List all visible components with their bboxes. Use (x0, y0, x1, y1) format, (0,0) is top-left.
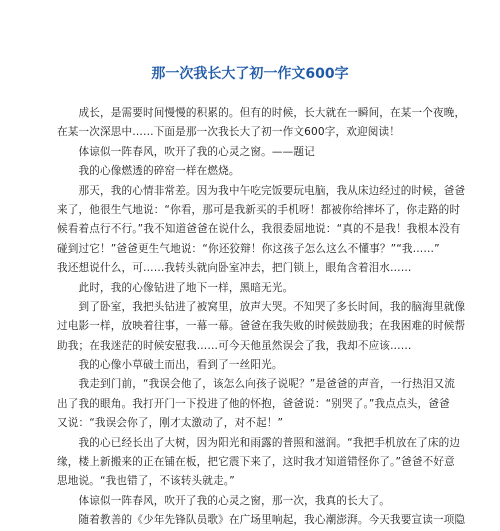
body-line: 缘，楼上新搬来的正在铺在板，把它震下来了，这时我才知道错怪你了。”爸爸不好意 (57, 456, 455, 469)
body-line: 到了卧室，我把头钻进了被窝里，放声大哭。不知哭了多长时间，我的脑海里就像 (57, 300, 466, 313)
body-line: 随着教善的《少年先锋队员歌》在广场里响起，我心潮澎湃。今天我要宣读一项隐 (57, 514, 466, 527)
article-body (57, 104, 466, 531)
body-line: 候看着点行不行。”我不知道爸爸在说什么，我很委屈地说：“真的不是我！我根本没有 (57, 223, 461, 236)
body-line: 过电影一样，放映着往事，一幕一幕。爸爸在我失败的时候鼓励我；在我困难的时候帮 (57, 320, 466, 333)
body-line: 来了，他很生气地说：“你看，那可是我新买的手机呀！都被你给摔坏了，你走路的时 (57, 203, 461, 216)
body-line: 我走到门前，“我误会他了，该怎么向孩子说呢？”是爸爸的声音，一行热泪又流 (57, 378, 456, 391)
body-line: 体谅似一阵春风，吹开了我的心灵之窗，那一次，我真的长大了。 (57, 494, 391, 507)
body-line: 助我；在我迷茫的时候安慰我……可今天他虽然误会了我，我却不应该…… (57, 339, 412, 352)
body-line: 出了我的眼角。我打开门一下投进了他的怀抱，爸爸说：“别哭了。”我点点头，爸爸 (57, 397, 450, 410)
body-line: 在某一次深思中……下面是那一次我长大了初一作文600字，欢迎阅读！ (57, 126, 400, 139)
body-line: 体谅似一阵春风，吹开了我的心灵之窗。——题记 (57, 145, 315, 158)
body-line: 成长，是需要时间慢慢的积累的。但有的时候，长大就在一瞬间，在某一个夜晚， (57, 107, 466, 119)
body-line: 思地说。“我也错了，不该转头就走。” (57, 475, 235, 488)
article-title: 那一次我长大了初一作文600字 (151, 66, 349, 82)
body-line: 我还想说什么，可……我转头就向卧室冲去，把门锁上，眼角含着泪水…… (57, 262, 412, 275)
body-line: 我的心像小草破土而出，看到了一丝阳光。 (57, 359, 283, 372)
body-line: 那天，我的心情非常差。因为我中午吃完饭要玩电脑，我从床边经过的时候，爸爸 (57, 184, 466, 197)
body-line: 我的心像燃透的碎窑一样在燃烧。 (57, 165, 240, 178)
body-line: 又说：“我误会你了，刚才太激动了，对不起！” (57, 417, 284, 430)
body-line: 我的心已经长出了大树，因为阳光和雨露的普照和滋润。“我把手机放在了床的边 (57, 436, 461, 449)
body-line: 此时，我的心像钻进了地下一样，黑暗无光。 (57, 281, 294, 294)
body-line: 碰到过它！”爸爸更生气地说：“你还狡辩！你这孩子怎么这么不懂事？”“我……” (57, 242, 440, 255)
